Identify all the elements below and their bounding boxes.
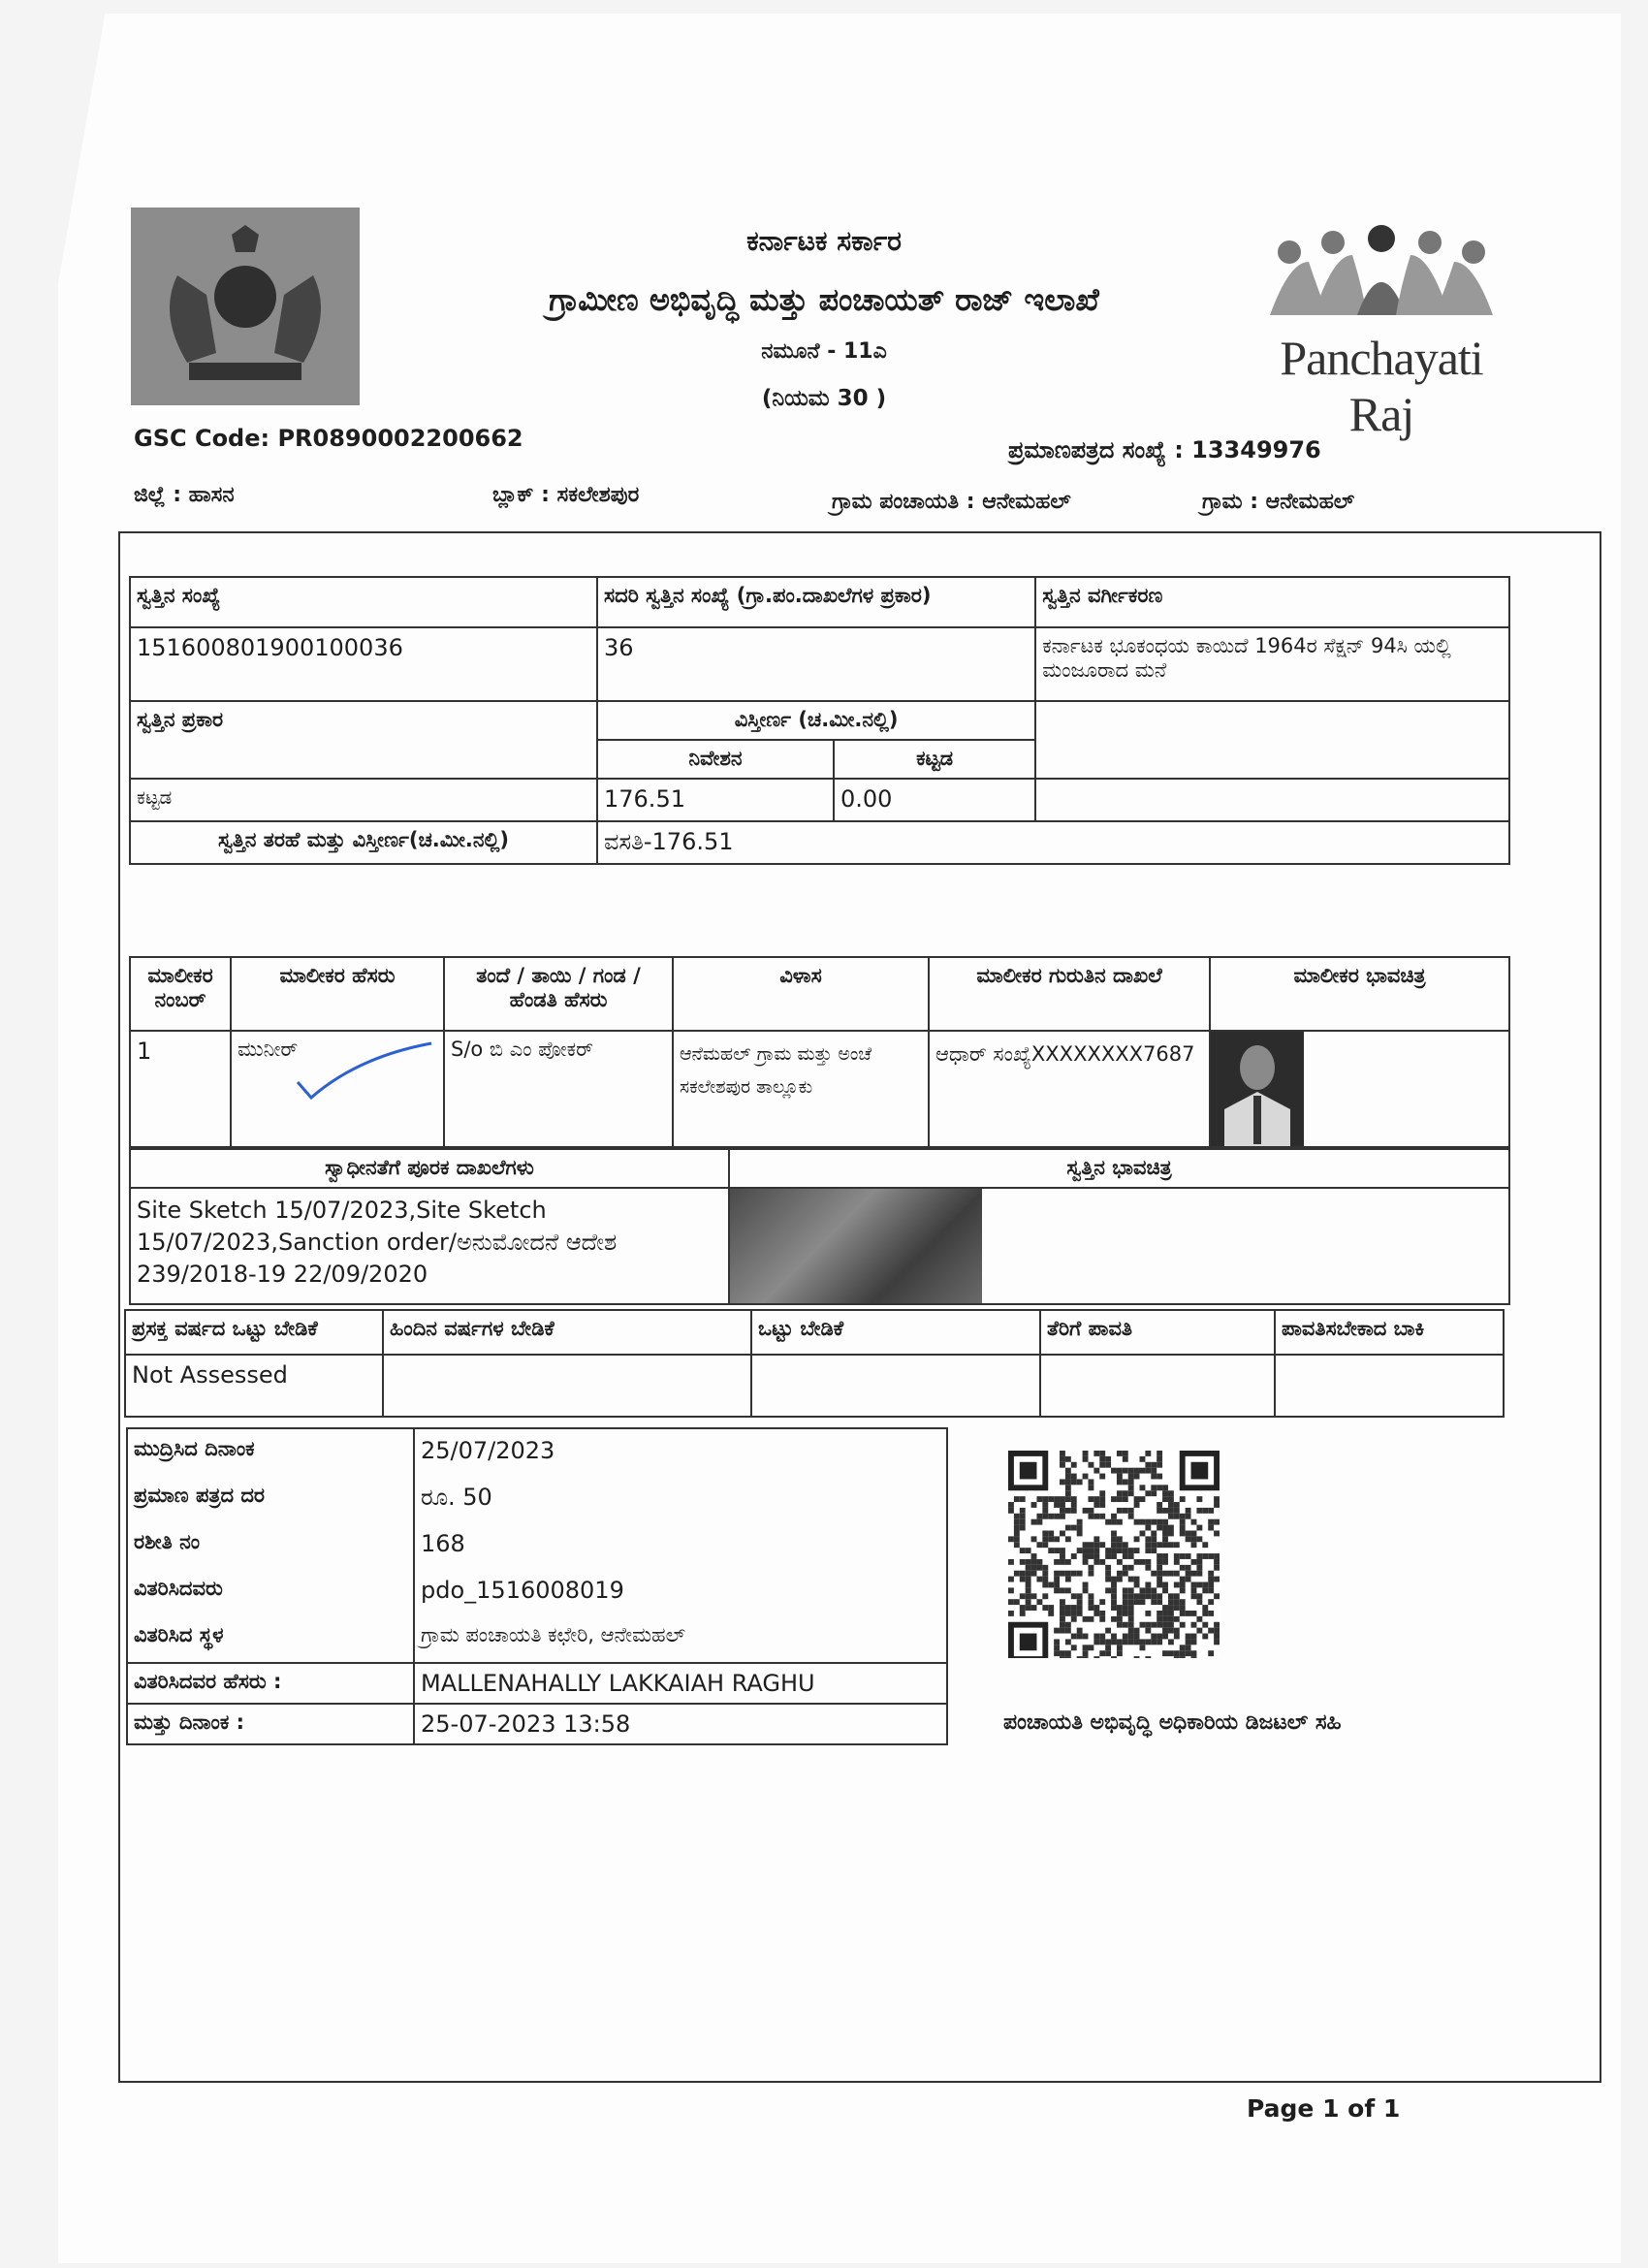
owner-photo-cell bbox=[1210, 1031, 1509, 1147]
issue-value: 168 bbox=[421, 1530, 465, 1557]
h-tax-paid: ತೆರಿಗೆ ಪಾವತಿ bbox=[1040, 1310, 1275, 1355]
signer-label: ವಿತರಿಸಿದವರ ಹೆಸರು : bbox=[127, 1663, 414, 1704]
h-owner-name: ಮಾಲೀಕರ ಹೆಸರು bbox=[231, 957, 444, 1031]
table-row bbox=[130, 1031, 1509, 1147]
h-area: ವಿಸ್ತೀರ್ಣ (ಚ.ಮೀ.ನಲ್ಲಿ) bbox=[597, 701, 1035, 740]
h-id-document: ಮಾಲೀಕರ ಗುರುತಿನ ದಾಖಲೆ bbox=[929, 957, 1210, 1031]
h-owner-number: ಮಾಲೀಕರ ನಂಬರ್ bbox=[130, 957, 231, 1031]
karnataka-emblem-icon bbox=[131, 208, 360, 405]
signer-name: MALLENAHALLY LAKKAIAH RAGHU bbox=[414, 1663, 947, 1704]
property-photo-cell bbox=[729, 1188, 1509, 1304]
h-property-photo: ಸ್ವತ್ತಿನ ಭಾವಚಿತ್ರ bbox=[729, 1149, 1509, 1188]
tax-paid bbox=[1040, 1355, 1275, 1417]
form-number: ನಮೂನೆ - 11ಎ bbox=[761, 339, 887, 364]
property-table bbox=[129, 576, 1510, 865]
current-demand: Not Assessed bbox=[125, 1355, 383, 1417]
h-current-demand: ಪ್ರಸಕ್ತ ವರ್ಷದ ಒಟ್ಟು ಬೇಡಿಕೆ bbox=[125, 1310, 383, 1355]
gram-panchayat: ಗ್ರಾಮ ಪಂಚಾಯತಿ : ಆನೇಮಹಲ್ bbox=[832, 490, 1071, 514]
village: ಗ್ರಾಮ : ಆನೇಮಹಲ್ bbox=[1202, 490, 1355, 514]
owner-table bbox=[129, 956, 1510, 1148]
taluk: ಬ್ಲಾಕ್ : ಸಕಲೇಶಪುರ bbox=[492, 483, 640, 507]
owner-name: ಮುನೀರ್ bbox=[238, 1038, 299, 1061]
h-old-property-number: ಸದರಿ ಸ್ವತ್ತಿನ ಸಂಖ್ಯೆ (ಗ್ರಾ.ಪಂ.ದಾಖಲೆಗಳ ಪ್ರಕಾರ) bbox=[597, 577, 1035, 627]
h-previous-demand: ಹಿಂದಿನ ವರ್ಷಗಳ ಬೇಡಿಕೆ bbox=[383, 1310, 751, 1355]
h-classification: ಸ್ವತ್ತಿನ ವರ್ಗೀಕರಣ bbox=[1035, 577, 1509, 627]
relation-name: S/o ಬಿ ಎಂ ಪೋಕರ್ bbox=[444, 1031, 673, 1147]
h-possession-docs: ಸ್ವಾಧೀನತೆಗೆ ಪೂರಕ ದಾಖಲೆಗಳು bbox=[130, 1149, 729, 1188]
property-number: 151600801900100036 bbox=[130, 627, 597, 701]
issue-label: ವಿತರಿಸಿದ ಸ್ಥಳ bbox=[134, 1623, 224, 1646]
issue-value: ಗ್ರಾಮ ಪಂಚಾಯತಿ ಕಛೇರಿ, ಆನೇಮಹಲ್ bbox=[421, 1623, 686, 1646]
total-demand bbox=[751, 1355, 1040, 1417]
old-property-number: 36 bbox=[597, 627, 1035, 701]
issue-table bbox=[126, 1427, 948, 1745]
previous-demand bbox=[383, 1355, 751, 1417]
pen-tick-icon bbox=[290, 1036, 435, 1103]
possession-docs: Site Sketch 15/07/2023,Site Sketch 15/07/2023,Sanction order/ಅನುಮೋದನೆ ಆದೇಶ 239/2018-19 22/09/2020 bbox=[130, 1188, 729, 1304]
rule-number: (ನಿಯಮ 30 ) bbox=[761, 386, 887, 411]
district: ಜಿಲ್ಲೆ : ಹಾಸನ bbox=[134, 483, 235, 507]
issue-labels-cell bbox=[127, 1428, 414, 1663]
issue-values-cell bbox=[414, 1428, 947, 1663]
h-building: ಕಟ್ಟಡ bbox=[834, 740, 1035, 779]
building-area: 0.00 bbox=[834, 779, 1035, 821]
qr-code-icon bbox=[1008, 1451, 1220, 1658]
owner-name-cell bbox=[231, 1031, 444, 1147]
owner-address: ಆನೆಮಹಲ್ ಗ್ರಾಮ ಮತ್ತು ಅಂಚೆ ಸಕಲೇಶಪುರ ತಾಲ್ಲೂಕು bbox=[673, 1031, 929, 1147]
issue-value: pdo_1516008019 bbox=[421, 1577, 624, 1604]
issue-value: 25/07/2023 bbox=[421, 1437, 555, 1464]
gsc-code: GSC Code: PR0890002200662 bbox=[134, 425, 523, 452]
issue-label: ವಿತರಿಸಿದವರು bbox=[134, 1577, 223, 1600]
tax-table bbox=[124, 1309, 1505, 1418]
h-balance: ಪಾವತಿಸಬೇಕಾದ ಬಾಕಿ bbox=[1275, 1310, 1504, 1355]
h-site: ನಿವೇಶನ bbox=[597, 740, 834, 779]
id-document: ಆಧಾರ್ ಸಂಖ್ಯೆXXXXXXXX7687 bbox=[929, 1031, 1210, 1147]
site-area: 176.51 bbox=[597, 779, 834, 821]
property-type: ಕಟ್ಟಡ bbox=[130, 779, 597, 821]
empty-cell bbox=[1035, 701, 1509, 779]
h-owner-photo: ಮಾಲೀಕರ ಭಾವಚಿತ್ರ bbox=[1210, 957, 1509, 1031]
h-property-number: ಸ್ವತ್ತಿನ ಸಂಖ್ಯೆ bbox=[130, 577, 597, 627]
digital-signature-label: ಪಂಚಾಯತಿ ಅಭಿವೃದ್ಧಿ ಅಧಿಕಾರಿಯ ಡಿಜಟಲ್ ಸಹಿ bbox=[1003, 1710, 1342, 1735]
h-nature-area: ಸ್ವತ್ತಿನ ತರಹೆ ಮತ್ತು ವಿಸ್ತೀರ್ಣ(ಚ.ಮೀ.ನಲ್ಲಿ) bbox=[130, 821, 597, 864]
issue-value: ರೂ. 50 bbox=[421, 1484, 492, 1511]
classification: ಕರ್ನಾಟಕ ಭೂಕಂಧಯ ಕಾಯಿದೆ 1964ರ ಸೆಕ್ಷನ್ 94ಸಿ ಯಲ್ಲಿ ಮಂಜೂರಾದ ಮನೆ bbox=[1035, 627, 1509, 701]
page-indicator: Page 1 of 1 bbox=[1247, 2094, 1401, 2123]
empty-cell bbox=[1035, 779, 1509, 821]
h-relation-name: ತಂದೆ / ತಾಯಿ / ಗಂಡ / ಹೆಂಡತಿ ಹೆಸರು bbox=[444, 957, 673, 1031]
balance bbox=[1275, 1355, 1504, 1417]
h-address: ವಿಳಾಸ bbox=[673, 957, 929, 1031]
h-total-demand: ಒಟ್ಟು ಬೇಡಿಕೆ bbox=[751, 1310, 1040, 1355]
property-photo bbox=[730, 1189, 982, 1303]
date-label: ಮತ್ತು ದಿನಾಂಕ : bbox=[127, 1704, 414, 1744]
issue-label: ರಶೀತಿ ನಂ bbox=[134, 1530, 201, 1553]
panchayati-raj-label: Panchayati Raj bbox=[1280, 331, 1483, 441]
signed-date: 25-07-2023 13:58 bbox=[414, 1704, 947, 1744]
nature-area: ವಸತಿ-176.51 bbox=[597, 821, 1509, 864]
certificate-number: ಪ್ರಮಾಣಪತ್ರದ ಸಂಖ್ಯೆ : 13349976 bbox=[1008, 436, 1321, 463]
issue-label: ಪ್ರಮಾಣ ಪತ್ರದ ದರ bbox=[134, 1484, 265, 1507]
department-title: ಗ್ರಾಮೀಣ ಅಭಿವೃದ್ಧಿ ಮತ್ತು ಪಂಚಾಯತ್ ರಾಜ್ ಇಲಾಖೆ bbox=[549, 281, 1099, 318]
documents-table bbox=[129, 1148, 1510, 1305]
govt-title: ಕರ್ನಾಟಕ ಸರ್ಕಾರ bbox=[746, 225, 902, 257]
issue-label: ಮುದ್ರಿಸಿದ ದಿನಾಂಕ bbox=[134, 1437, 255, 1460]
owner-number: 1 bbox=[130, 1031, 231, 1147]
owner-photo bbox=[1211, 1032, 1304, 1146]
h-property-type: ಸ್ವತ್ತಿನ ಪ್ರಕಾರ bbox=[130, 701, 597, 779]
